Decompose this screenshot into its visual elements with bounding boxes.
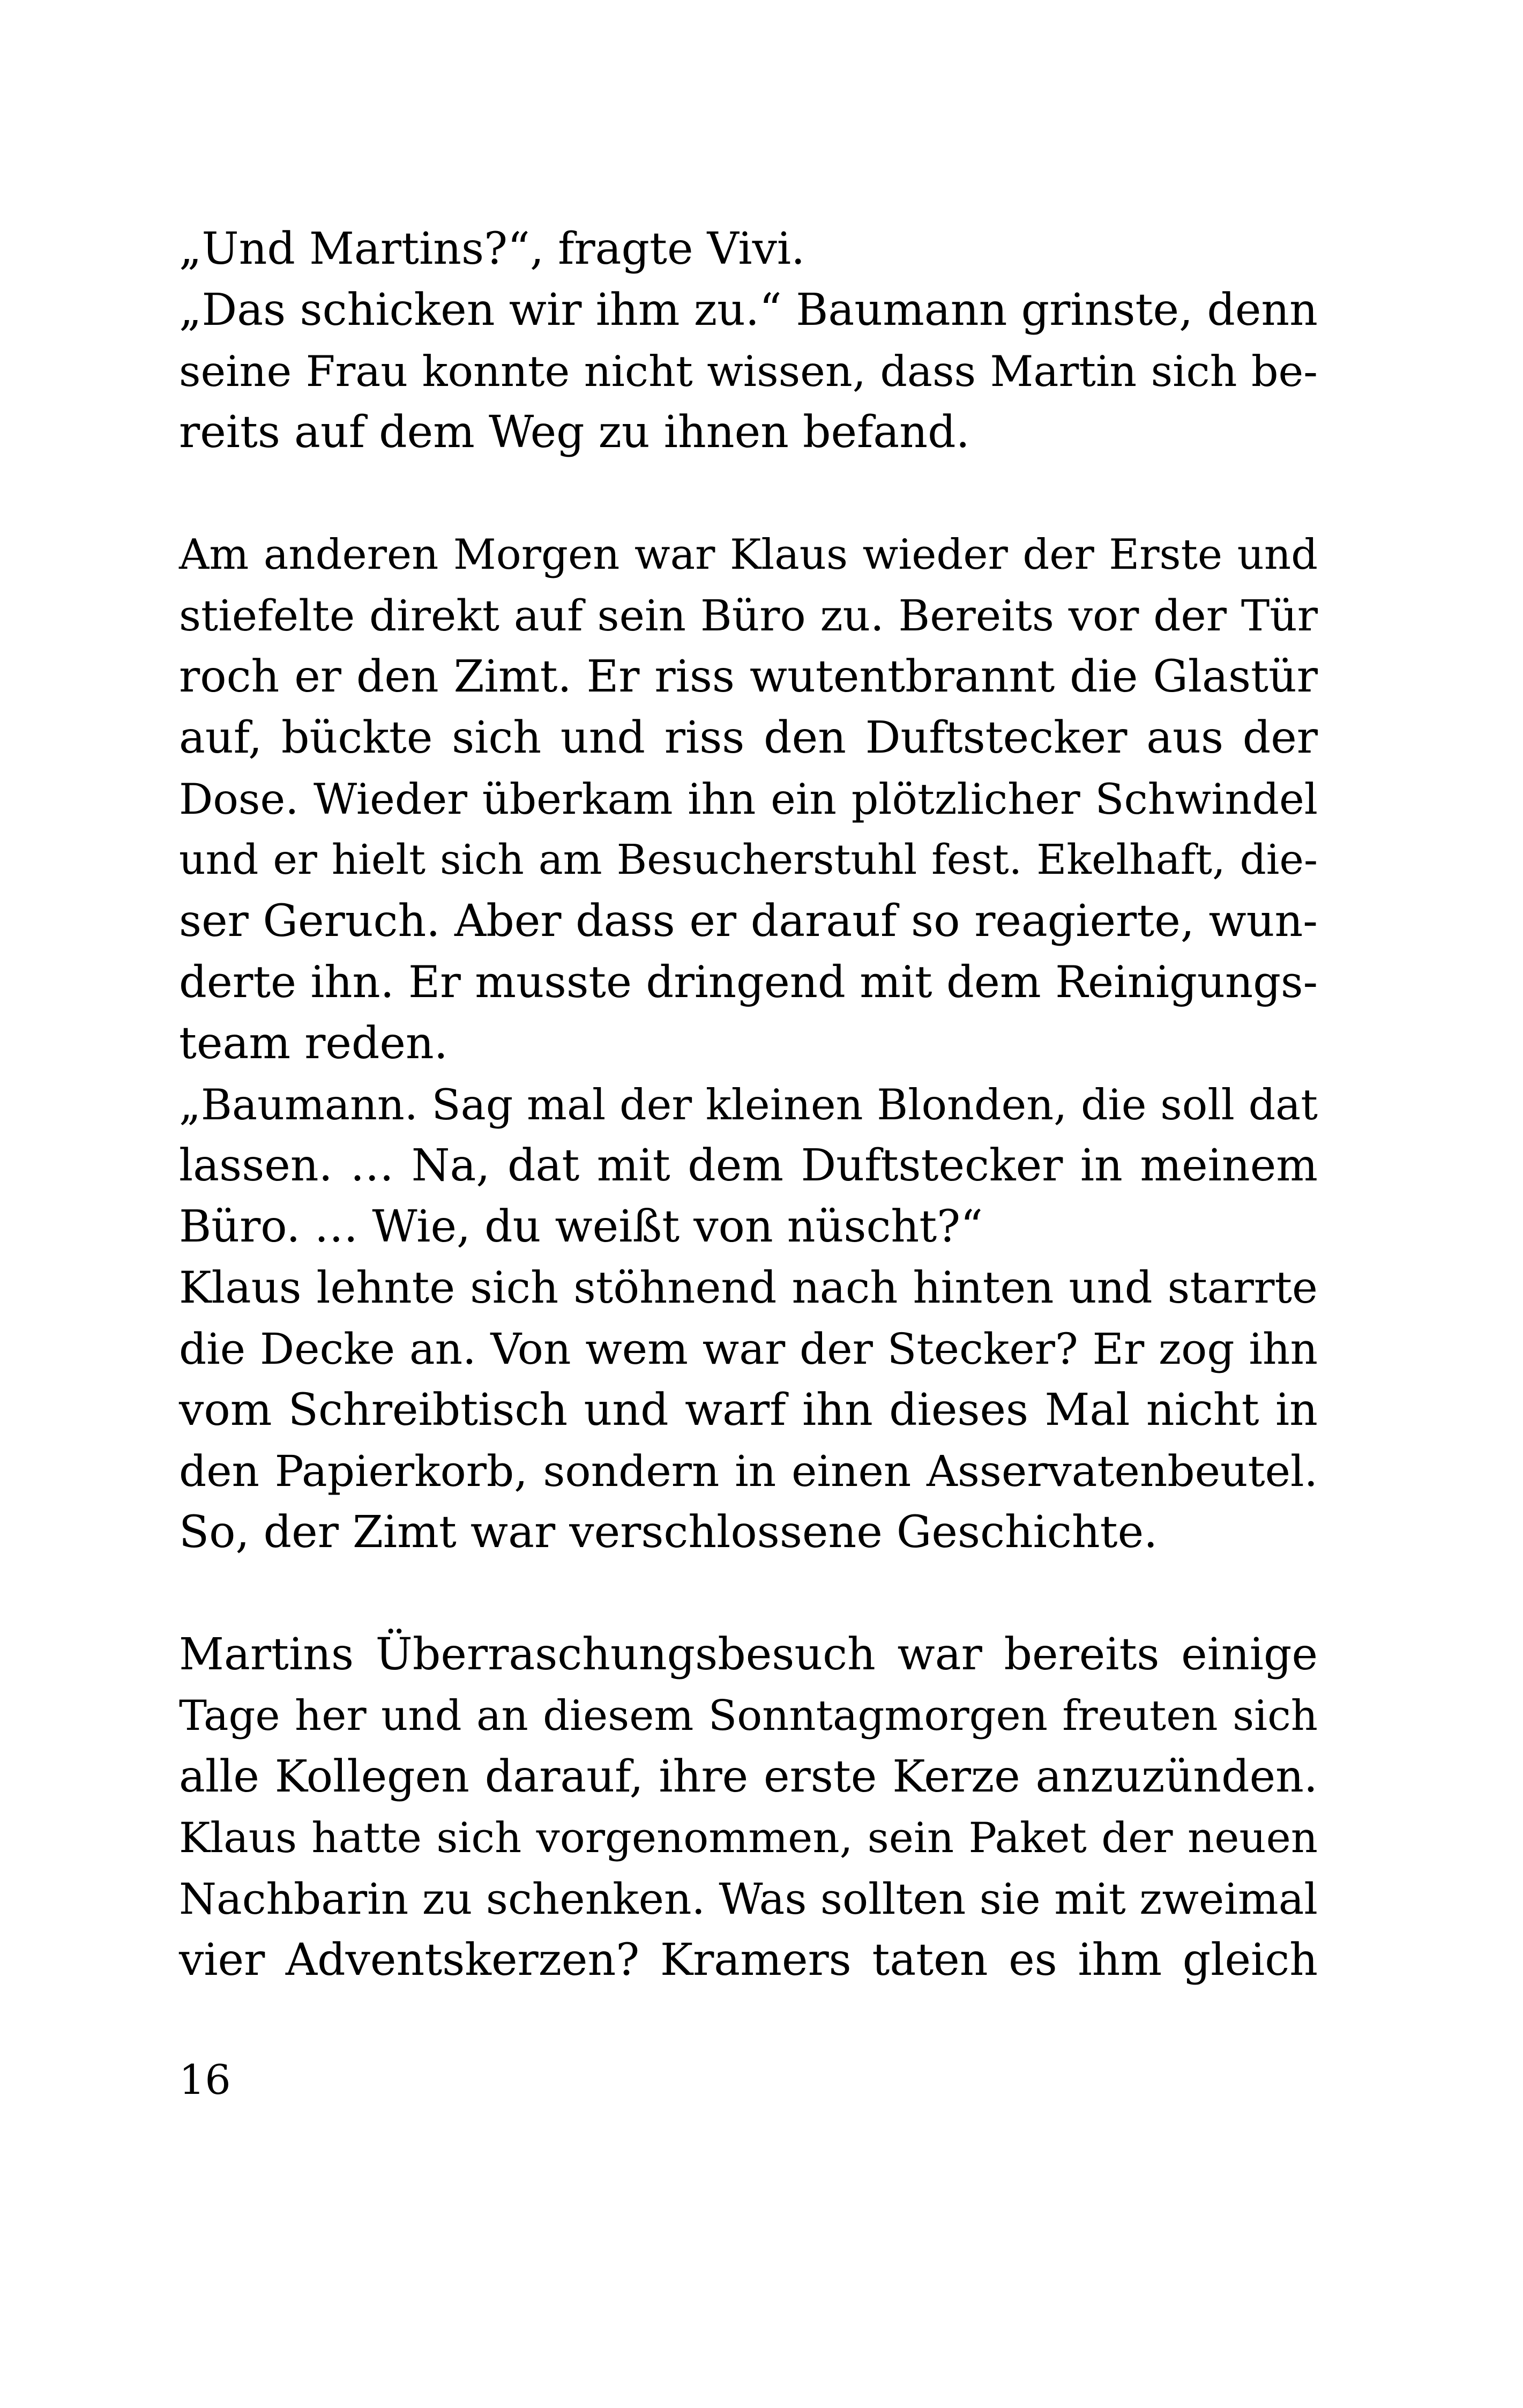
- text-line: auf, bückte sich und riss den Duftstecker aus der: [179, 712, 1318, 763]
- body-text: [179, 219, 1318, 1991]
- paragraph: [179, 524, 1318, 1563]
- text-line: vier Adventskerzen? Kramers taten es ihm gleich: [179, 1935, 1318, 1986]
- text-line: Am anderen Morgen war Klaus wieder der Erste und: [179, 531, 1318, 579]
- text-line: Tage her und an diesem Sonntagmorgen freuten sich: [179, 1692, 1318, 1740]
- text-line: stiefelte direkt auf sein Büro zu. Bereits vor der Tür: [179, 591, 1318, 641]
- text-line: seine Frau konnte nicht wissen, dass Martin sich be-: [179, 347, 1318, 396]
- text-line: den Papierkorb, sondern in einen Asservatenbeutel.: [179, 1446, 1318, 1496]
- text-line: „Das schicken wir ihm zu.“ Baumann grinste, denn: [179, 285, 1318, 336]
- text-line: Klaus hatte sich vorgenommen, sein Paket der neuen: [179, 1814, 1318, 1862]
- text-line: die Decke an. Von wem war der Stecker? Er zog ihn: [179, 1324, 1318, 1374]
- text-line: „Baumann. Sag mal der kleinen Blonden, die soll dat: [179, 1080, 1318, 1129]
- page-number: 16: [179, 2056, 231, 2104]
- paragraph: [179, 1624, 1318, 1991]
- text-line: alle Kollegen darauf, ihre erste Kerze anzuzünden.: [179, 1751, 1318, 1802]
- text-line: roch er den Zimt. Er riss wutentbrannt die Glastür: [179, 651, 1318, 702]
- text-line: und er hielt sich am Besucherstuhl fest. Ekelhaft, die-: [179, 836, 1318, 884]
- text-line: derte ihn. Er musste dringend mit dem Reinigungs-: [179, 957, 1318, 1008]
- text-line: vom Schreibtisch und warf ihn dieses Mal nicht in: [179, 1385, 1318, 1436]
- text-line: Martins Überraschungsbesuch war bereits einige: [179, 1629, 1318, 1680]
- text-line: team reden.: [179, 1018, 448, 1069]
- text-line: Büro. … Wie, du weißt von nüscht?“: [179, 1201, 983, 1252]
- text-line: lassen. … Na, dat mit dem Duftstecker in meinem: [179, 1140, 1318, 1191]
- text-line: „Und Martins?“, fragte Vivi.: [179, 224, 805, 274]
- text-line: Klaus lehnte sich stöhnend nach hinten und starrte: [179, 1263, 1318, 1313]
- text-line: Dose. Wieder überkam ihn ein plötzlicher Schwindel: [179, 775, 1318, 824]
- text-line: reits auf dem Weg zu ihnen befand.: [179, 407, 970, 458]
- text-line: So, der Zimt war verschlossene Geschichte.: [179, 1507, 1158, 1558]
- text-line: Nachbarin zu schenken. Was sollten sie mit zweimal: [179, 1874, 1318, 1924]
- paragraph: [179, 219, 1318, 463]
- text-line: ser Geruch. Aber dass er darauf so reagierte, wun-: [179, 896, 1318, 947]
